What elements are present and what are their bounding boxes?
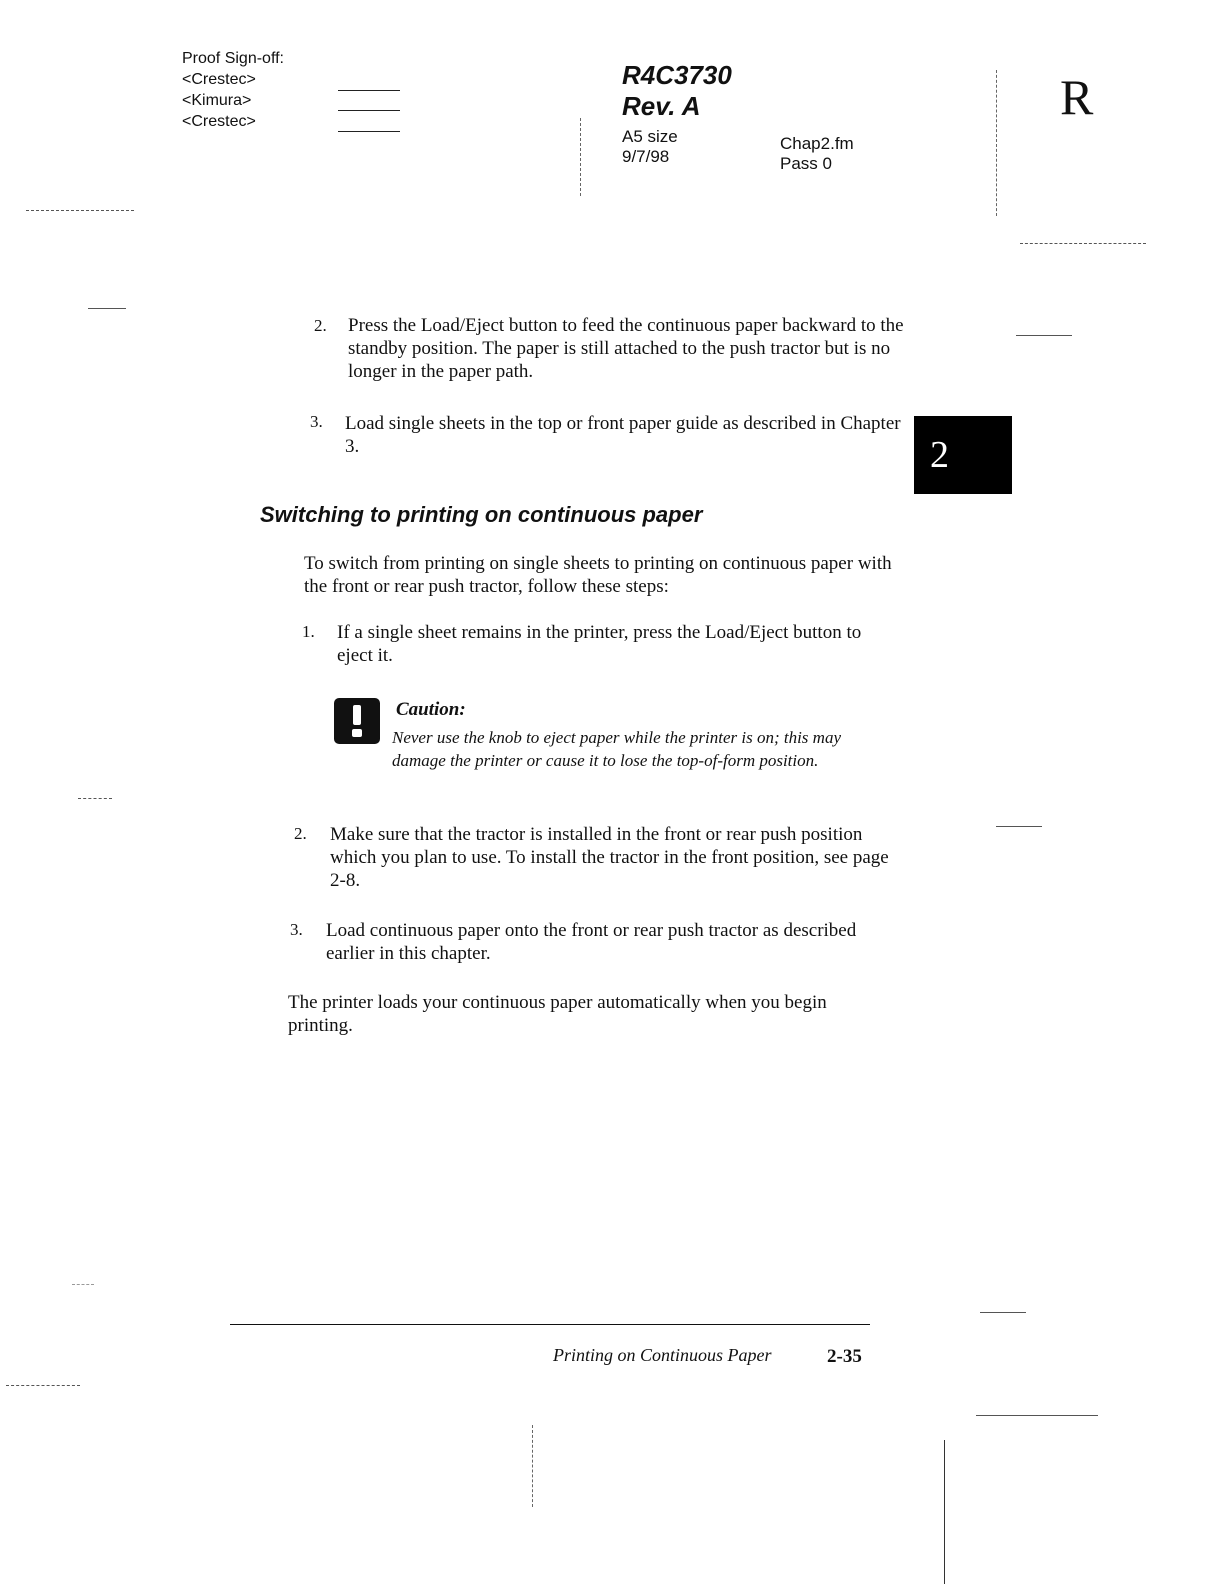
doc-pass: Pass 0 — [780, 154, 832, 173]
document-code — [622, 60, 732, 122]
caution-icon — [334, 698, 380, 744]
section-heading: Switching to printing on continuous paper — [260, 502, 703, 527]
caution-title: Caution: — [396, 699, 466, 720]
proof-signoff — [182, 48, 284, 132]
step-text: If a single sheet remains in the printer, press the Load/Eject button to eject it. — [337, 622, 862, 666]
signature-line — [338, 110, 400, 111]
doc-code: R4C3730 — [622, 60, 732, 90]
crop-mark — [944, 1440, 945, 1584]
doc-size: A5 size — [622, 127, 678, 146]
doc-size-date — [622, 127, 678, 167]
proof-signoff-name: <Crestec> — [182, 71, 256, 88]
chapter-tab — [914, 416, 1012, 494]
crop-mark — [996, 70, 997, 216]
doc-revision: Rev. A — [622, 91, 701, 121]
crop-mark — [1016, 335, 1072, 336]
crop-mark — [580, 118, 581, 196]
step-text: Make sure that the tractor is installed in the front or rear push position which you plan to use. To install the tractor in the front position, see page 2-8. — [330, 824, 889, 891]
doc-date: 9/7/98 — [622, 147, 670, 166]
crop-mark — [976, 1415, 1098, 1416]
step-number: 1. — [302, 622, 315, 641]
chapter-tab-number: 2 — [930, 434, 949, 476]
step-number: 3. — [290, 920, 303, 939]
doc-file-pass — [780, 134, 854, 174]
crop-mark — [72, 1284, 94, 1285]
crop-mark — [26, 210, 134, 211]
signature-line — [338, 131, 400, 132]
footer-page-number: 2-35 — [827, 1346, 862, 1367]
step-text: Load continuous paper onto the front or rear push tractor as described earlier in this chapter. — [326, 920, 857, 964]
proof-signoff-label: Proof Sign-off: — [182, 50, 284, 67]
corner-mark: R — [1060, 69, 1094, 125]
signature-line — [338, 90, 400, 91]
caution-body: Never use the knob to eject paper while the printer is on; this may damage the printer or cause it to lose the top-of-form position. — [392, 728, 841, 770]
footer-rule — [230, 1324, 870, 1325]
crop-mark — [78, 798, 112, 799]
crop-mark — [88, 308, 126, 309]
crop-mark — [6, 1385, 80, 1386]
footer-title: Printing on Continuous Paper — [553, 1345, 772, 1365]
step-text: Load single sheets in the top or front paper guide as described in Chapter 3. — [345, 413, 901, 457]
proof-signoff-name: <Crestec> — [182, 113, 256, 130]
crop-mark — [996, 826, 1042, 827]
intro-paragraph: To switch from printing on single sheets to printing on continuous paper with the front or rear push tractor, follow these steps: — [304, 553, 892, 597]
step-number: 3. — [310, 412, 323, 431]
crop-mark — [1020, 243, 1146, 244]
step-text: Press the Load/Eject button to feed the continuous paper backward to the standby position. The paper is still attached to the push tractor but is no longer in the paper path. — [348, 315, 904, 382]
crop-mark — [980, 1312, 1026, 1313]
proof-signoff-name: <Kimura> — [182, 92, 252, 109]
closing-paragraph: The printer loads your continuous paper automatically when you begin printing. — [288, 992, 827, 1036]
step-number: 2. — [314, 316, 327, 335]
step-number: 2. — [294, 824, 307, 843]
crop-mark — [532, 1425, 533, 1507]
doc-file: Chap2.fm — [780, 134, 854, 153]
